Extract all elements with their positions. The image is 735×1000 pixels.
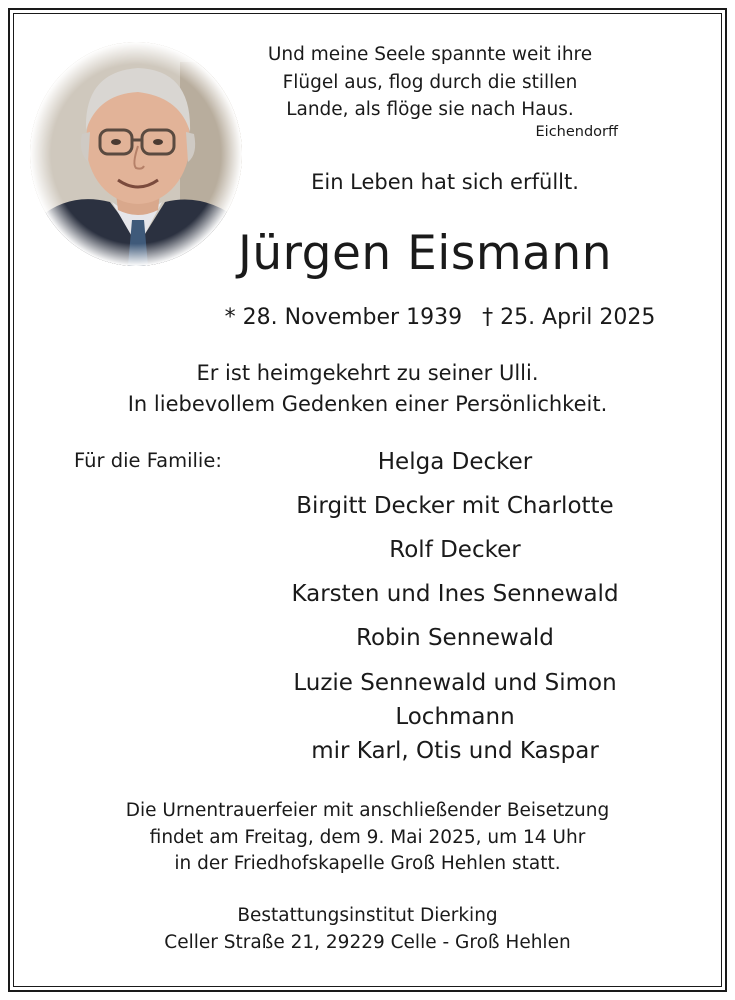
family-member: Birgitt Decker mit Charlotte <box>296 493 614 519</box>
poem-author: Eichendorff <box>535 124 618 140</box>
ceremony-line-3: in der Friedhofskapelle Groß Hehlen statt. <box>174 853 561 874</box>
family-member: Helga Decker <box>377 449 533 475</box>
undertaker-address: Celler Straße 21, 29229 Celle - Groß Hehlen <box>164 932 571 953</box>
poem-line-1: Und meine Seele spannte weit ihre <box>267 44 593 65</box>
family-member: Luzie Sennewald und Simon <box>293 670 617 696</box>
family-member: mir Karl, Otis und Kaspar <box>311 738 599 764</box>
birth-date: * 28. November 1939 <box>224 305 463 330</box>
ceremony-line-2: findet am Freitag, dem 9. Mai 2025, um 14 Uhr <box>149 827 586 848</box>
undertaker-name: Bestattungsinstitut Dierking <box>237 905 498 926</box>
remembrance-line-1: Er ist heimgekehrt zu seiner Ulli. <box>196 361 539 385</box>
poem-line-2: Flügel aus, flog durch die stillen <box>282 72 578 93</box>
family-label: Für die Familie: <box>74 449 222 472</box>
poem-line-3: Lande, als flöge sie nach Haus. <box>286 99 574 120</box>
remembrance-line-2: In liebevollem Gedenken einer Persönlichkeit. <box>127 392 608 416</box>
deceased-name: Jürgen Eismann <box>237 226 613 281</box>
life-dates <box>190 305 690 330</box>
family-member: Lochmann <box>395 704 515 730</box>
family-member: Rolf Decker <box>389 537 521 563</box>
death-date: † 25. April 2025 <box>482 305 656 330</box>
ceremony-line-1: Die Urnentrauerfeier mit anschließender Beisetzung <box>125 800 610 821</box>
family-member: Robin Sennewald <box>356 625 554 651</box>
headline: Ein Leben hat sich erfüllt. <box>311 170 579 194</box>
family-member: Karsten und Ines Sennewald <box>291 581 619 607</box>
